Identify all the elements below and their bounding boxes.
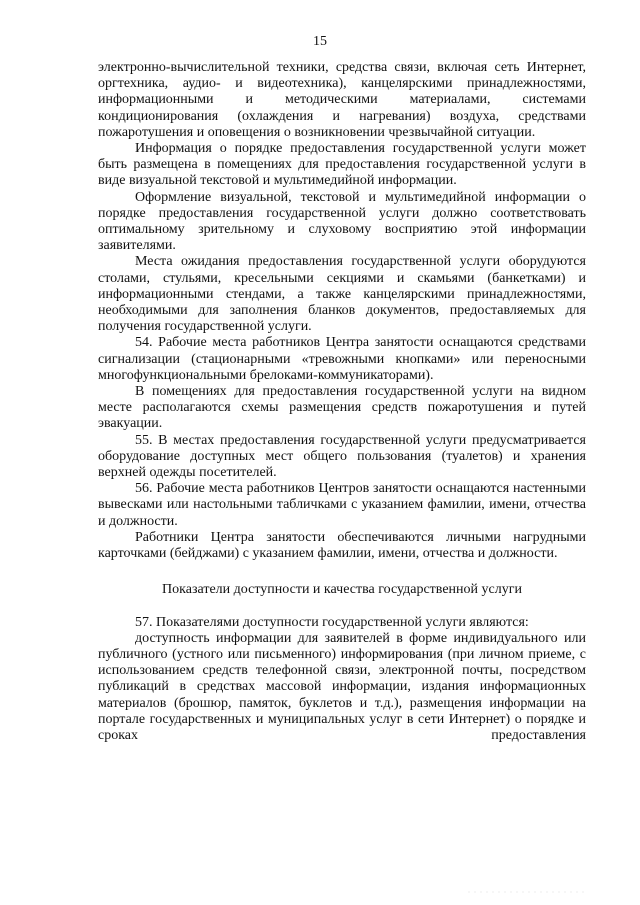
- paragraph-waiting-areas: Места ожидания предоставления государственной услуги оборудуются столами, стульями, кресельными секциями и скамьями (банкетками) и информационными стендами, а также канцелярскими принадлежностями, необходимыми для заполнения бланков документов, предоставляемых для получения государственной услуги.: [98, 254, 586, 335]
- paragraph-item-57: 57. Показателями доступности государственной услуги являются:: [135, 614, 529, 630]
- scan-artifact: [466, 889, 586, 895]
- paragraph-equipment-continuation: электронно-вычислительной техники, средства связи, включая сеть Интернет, оргтехника, аудио- и видеотехника), канцелярскими принадлежностями, информационными и методическими материалами, системами кондиционирования (охлаждения и нагревания) воздуха, средствами пожаротушения и оповещения о возникновении чрезвычайной ситуации.: [98, 60, 586, 140]
- paragraph-item-56: 56. Рабочие места работников Центров занятости оснащаются настенными вывесками или настольными табличками с указанием фамилии, имени, отчества и должности.: [98, 481, 586, 529]
- page-number: 15: [313, 34, 327, 49]
- document-body: [98, 60, 586, 744]
- paragraph-information-placement: Информация о порядке предоставления государственной услуги может быть размещена в помещениях для предоставления государственной услуги в виде визуальной текстовой и мультимедийной информации.: [98, 141, 586, 189]
- paragraph-availability-information: доступность информации для заявителей в форме индивидуального или публичного (устного или письменного) информирования (при личном приеме, с использованием средств телефонной связи, электронной почты, посредством публикаций в средствах массовой информации, издания информационных материалов (брошюр, памяток, буклетов и т.д.), размещения информации на портале государственных и муниципальных услуг в сети Интернет) о порядке и сроках предоставления: [98, 630, 586, 743]
- paragraph-item-55: 55. В местах предоставления государственной услуги предусматривается оборудование доступных мест общего пользования (туалетов) и хранения верхней одежды посетителей.: [98, 432, 586, 481]
- section-heading: Показатели доступности и качества государственной услуги: [162, 582, 522, 598]
- paragraph-information-design: Оформление визуальной, текстовой и мультимедийной информации о порядке предоставления государственной услуги должно соответствовать оптимальному зрительному и слуховому восприятию этой информации заявителями.: [98, 189, 586, 254]
- paragraph-evacuation-schemes: В помещениях для предоставления государственной услуги на видном месте располагаются схемы размещения средств пожаротушения и путей эвакуации.: [98, 384, 586, 432]
- paragraph-item-54: 54. Рабочие места работников Центра занятости оснащаются средствами сигнализации (стационарными «тревожными кнопками» или переносными многофункциональными брелоками-коммуникаторами).: [98, 335, 586, 383]
- paragraph-badges: Работники Центра занятости обеспечиваются личными нагрудными карточками (бейджами) с указанием фамилии, имени, отчества и должности.: [98, 529, 586, 562]
